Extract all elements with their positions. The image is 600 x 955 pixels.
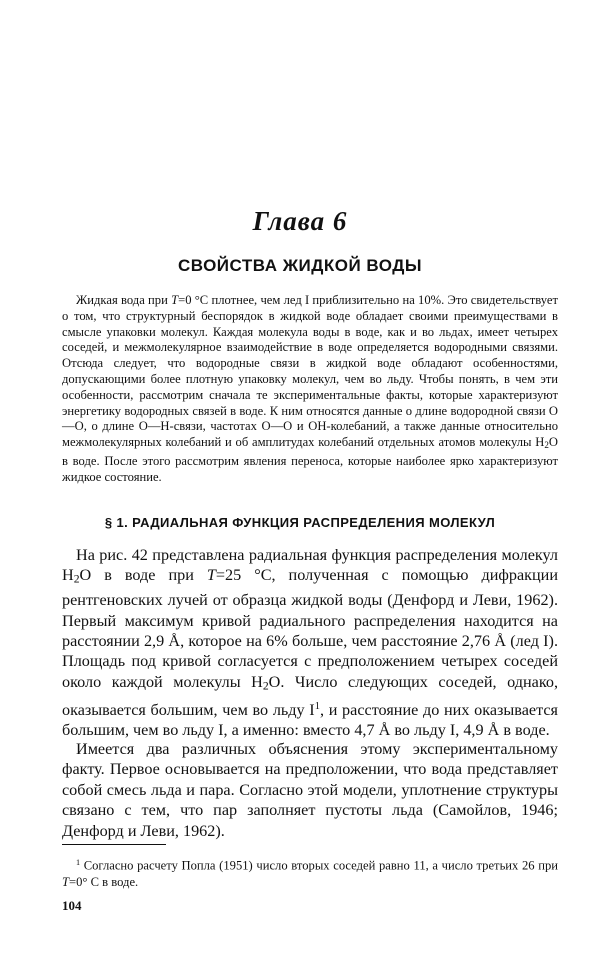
footnote-mark: 1	[76, 858, 81, 867]
footnote-reference: 1	[314, 700, 320, 712]
page-number: 104	[62, 898, 82, 913]
paragraph1-text-4: О. Число следующих соседей, однако, оказывается большим, чем во льду I	[62, 672, 559, 719]
paragraph1-text-1: На рис. 42 представлена радиальная функция распределения молекул Н	[62, 546, 558, 585]
paragraph1-subscript-a: 2	[73, 572, 80, 586]
chapter-abstract	[62, 293, 558, 485]
footnote-text-1: Согласно расчету Попла (1951) число вторых соседей равно 11, а число третьих 26 при	[80, 858, 558, 873]
paragraph1-text-2: О в воде при	[79, 566, 207, 585]
footnote-temperature-symbol: T	[62, 874, 70, 889]
section-heading: § 1. РАДИАЛЬНАЯ ФУНКЦИЯ РАСПРЕДЕЛЕНИЯ МОЛЕКУЛ	[104, 515, 496, 530]
paragraph1-text-3: =25 °С, полученная с помощью дифракции рентгеновских лучей от образца жидкой воды (Денфорд и Леви, 1962). Первый максимум кривой радиального распределения находится на расстоянии 2,9 Å, которое на 6% больше, чем расстояние 2,76 Å (лед I). Площадь под кривой согласуется с предположением четырех соседей около каждой молекулы Н	[62, 566, 558, 691]
footnote	[62, 855, 558, 890]
paragraph1-temperature-symbol: T	[206, 566, 216, 585]
footnote-divider	[62, 844, 166, 845]
chapter-title: Глава 6	[252, 206, 348, 236]
abstract-subscript: 2	[544, 439, 549, 450]
body-paragraph-1	[62, 545, 558, 740]
paragraph1-text-5: , и расстояние до них оказывается большим, чем во льду I, а именно: вместо 4,7 Å во льду I, 4,9 Å в воде.	[62, 700, 558, 739]
abstract-text-3: О в воде. После этого рассмотрим явления переноса, которые наиболее ярко характеризуют жидкое состояние.	[62, 435, 558, 484]
footnote-text-2: =0° С в воде.	[69, 874, 139, 889]
abstract-text-1: Жидкая вода при	[76, 293, 172, 307]
chapter-subtitle: СВОЙСТВА ЖИДКОЙ ВОДЫ	[177, 256, 423, 275]
paragraph1-subscript-b: 2	[262, 679, 269, 693]
abstract-temperature-symbol: T	[171, 293, 179, 307]
abstract-text-2: =0 °С плотнее, чем лед I приблизительно на 10%. Это свидетельствует о том, что структурный беспорядок в жидкой воде обладает своими преимуществами в смысле упаковки молекул. Каждая молекула воды в воде, как и во льдах, имеет четырех соседей, и межмолекулярное взаимодействие в воде определяется водородными связями. Отсюда следует, что водородные связи в жидкой воде обладают особенностями, допускающими более плотную упаковку молекул, чем во льду. Чтобы понять, в чем эти особенности, рассмотрим сначала те экспериментальные факты, которые характеризуют энергетику водородных связей в воде. К ним относятся данные о длине водородной связи О—О, о длине О—Н-связи, частотах О—О и ОН-колебаний, а также данные относительно межмолекулярных колебаний и об амплитудах колебаний отдельных атомов молекулы Н	[62, 293, 558, 450]
body-paragraph-2: Имеется два различных объяснения этому экспериментальному факту. Первое основывается на предположении, что вода представляет собой смесь льда и пара. Согласно этой модели, уплотнение структуры связано с тем, что пар заполняет пустоты льда (Самойлов, 1946; Денфорд и Леви, 1962).	[62, 740, 558, 840]
